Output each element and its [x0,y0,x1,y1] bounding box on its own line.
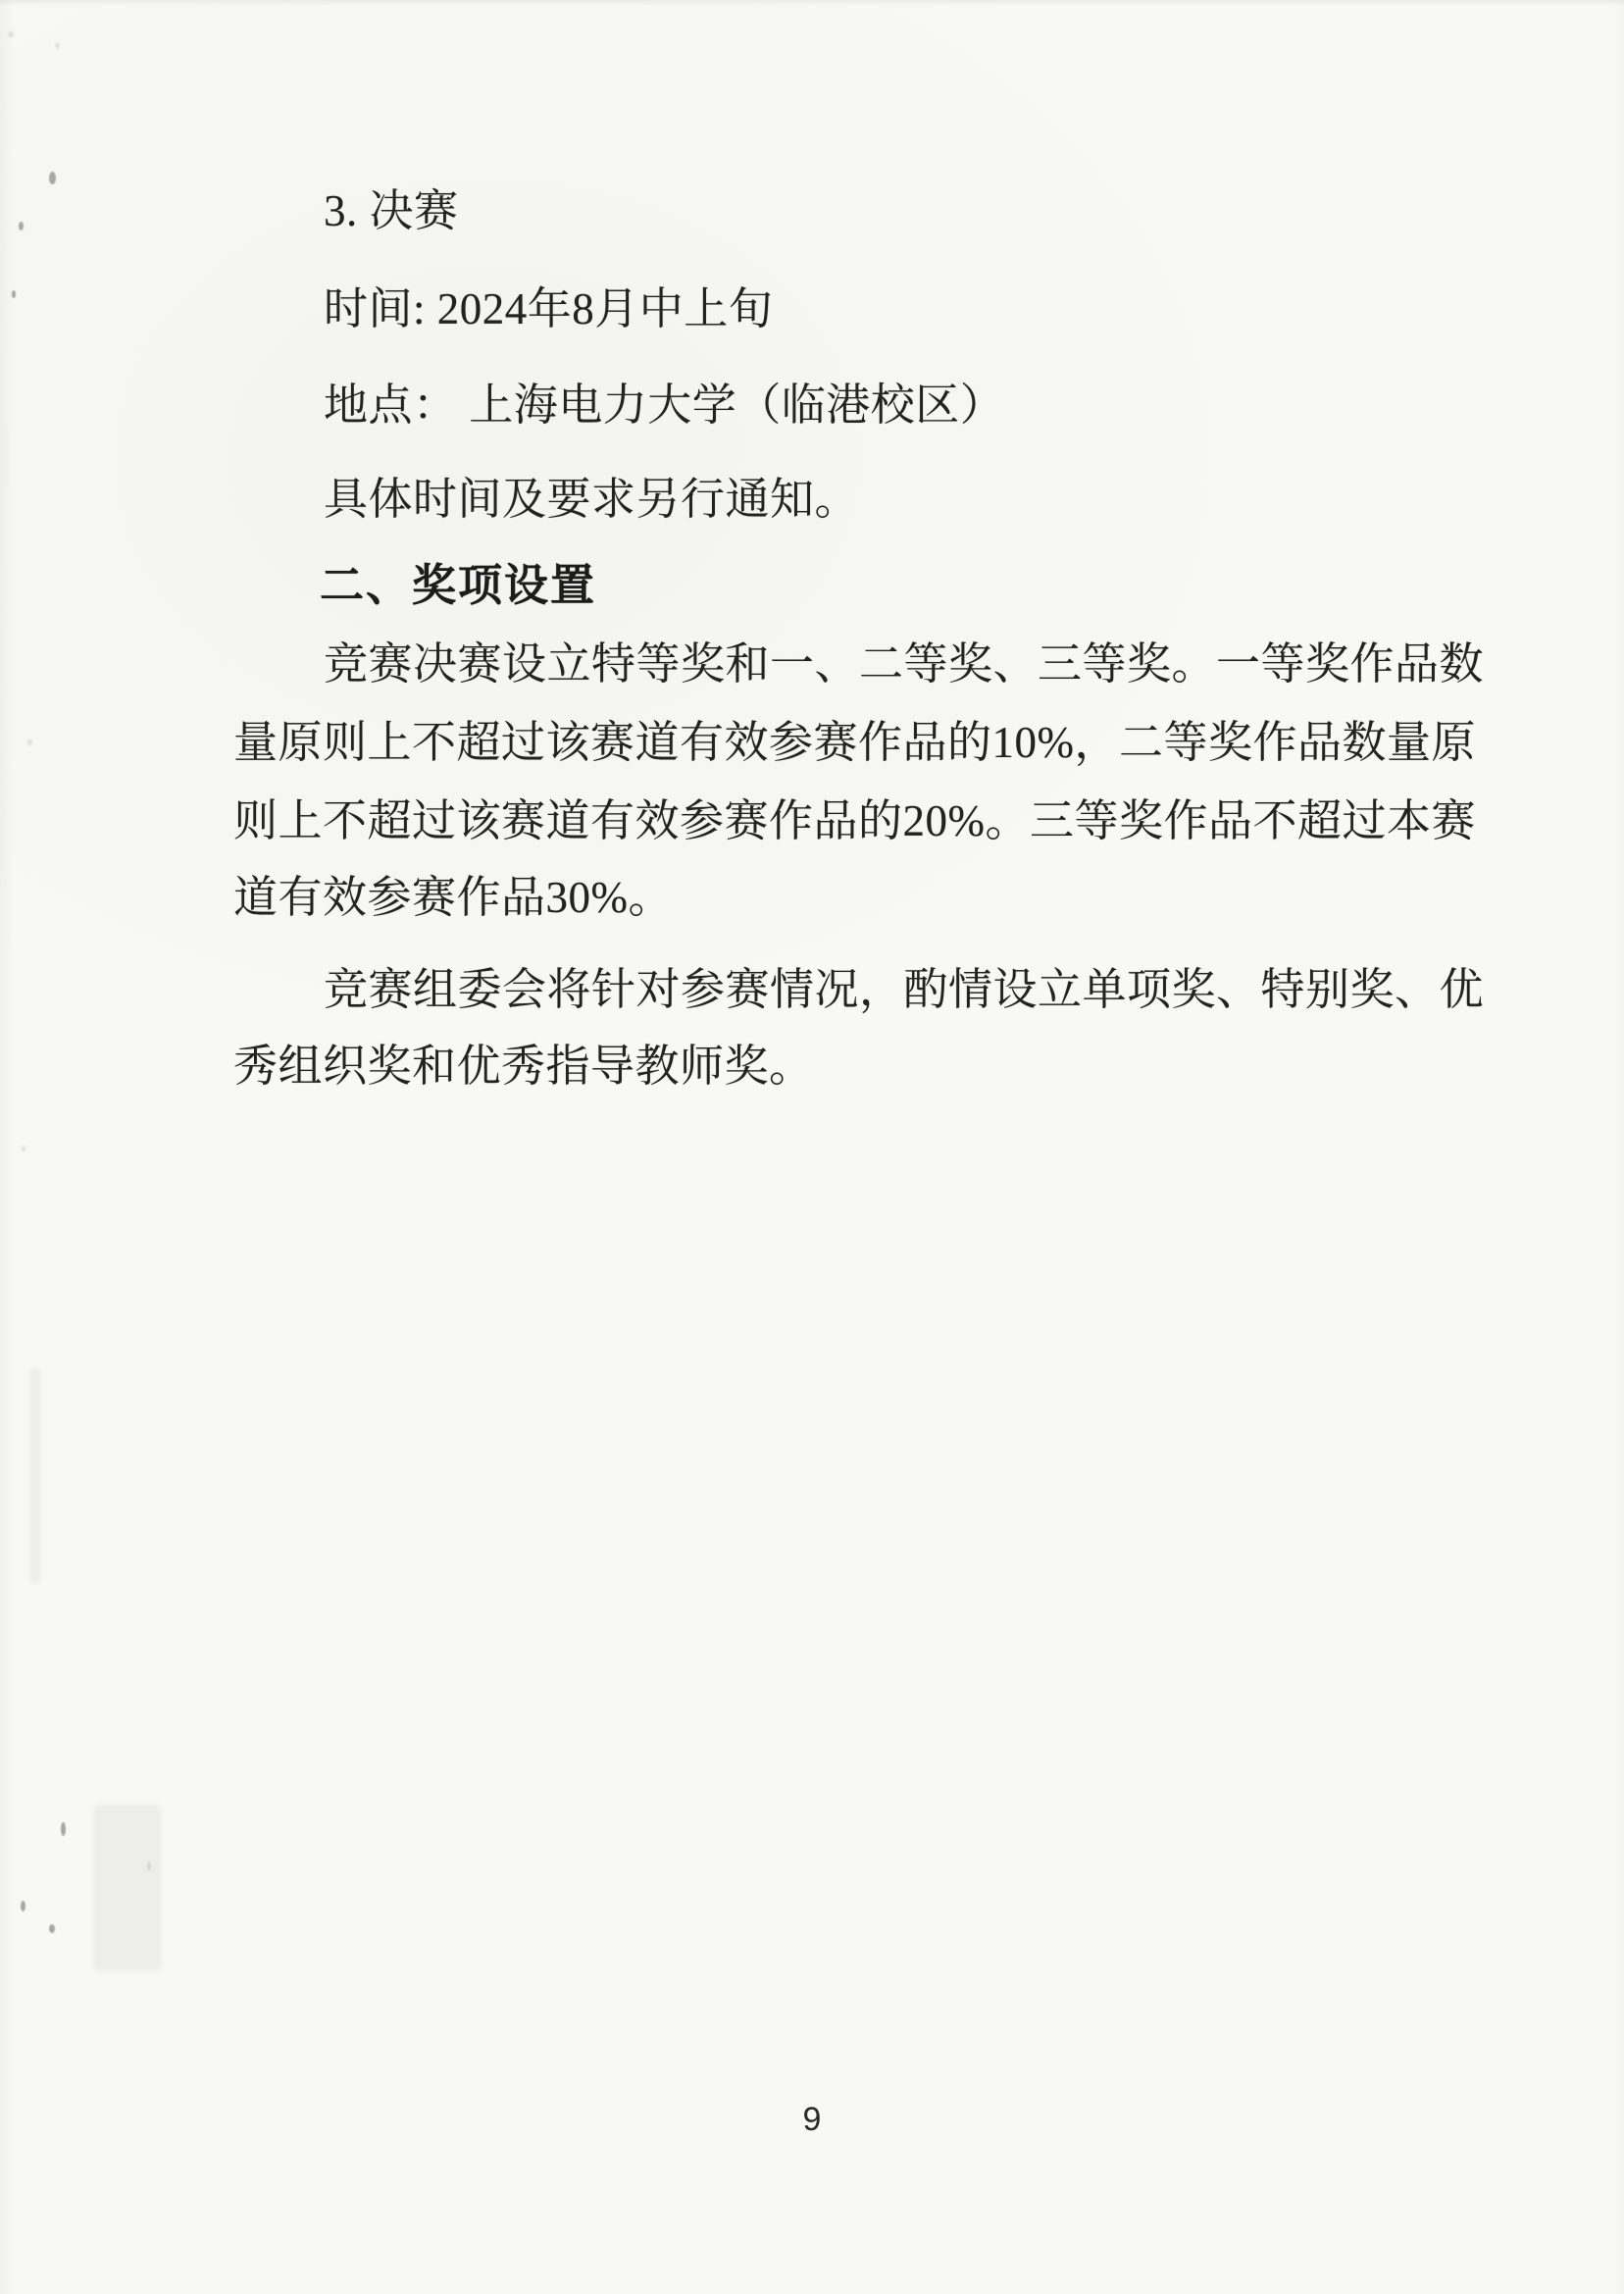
finals-notice-line: 具体时间及要求另行通知。 [324,475,860,524]
page-number: 9 [802,2101,822,2138]
awards-section-heading: 二、奖项设置 [320,560,597,610]
awards-paragraph1-line3: 则上不超过该赛道有效参赛作品的20%。三等奖作品不超过本赛 [233,796,1476,845]
finals-time-line: 时间: 2024年8月中上旬 [324,284,774,333]
awards-paragraph2-line2: 秀组织奖和优秀指导教师奖。 [233,1042,814,1091]
finals-item-heading: 3. 决赛 [324,186,459,235]
awards-paragraph1-line1: 竞赛决赛设立特等奖和一、二等奖、三等奖。一等奖作品数 [324,639,1485,688]
finals-location-line: 地点： 上海电力大学（临港校区） [324,381,1005,430]
awards-paragraph2-line1: 竞赛组委会将针对参赛情况，酌情设立单项奖、特别奖、优 [324,965,1485,1014]
awards-paragraph1-line4: 道有效参赛作品30%。 [233,873,673,922]
awards-paragraph1-line2: 量原则上不超过该赛道有效参赛作品的10%，二等奖作品数量原 [233,718,1476,767]
